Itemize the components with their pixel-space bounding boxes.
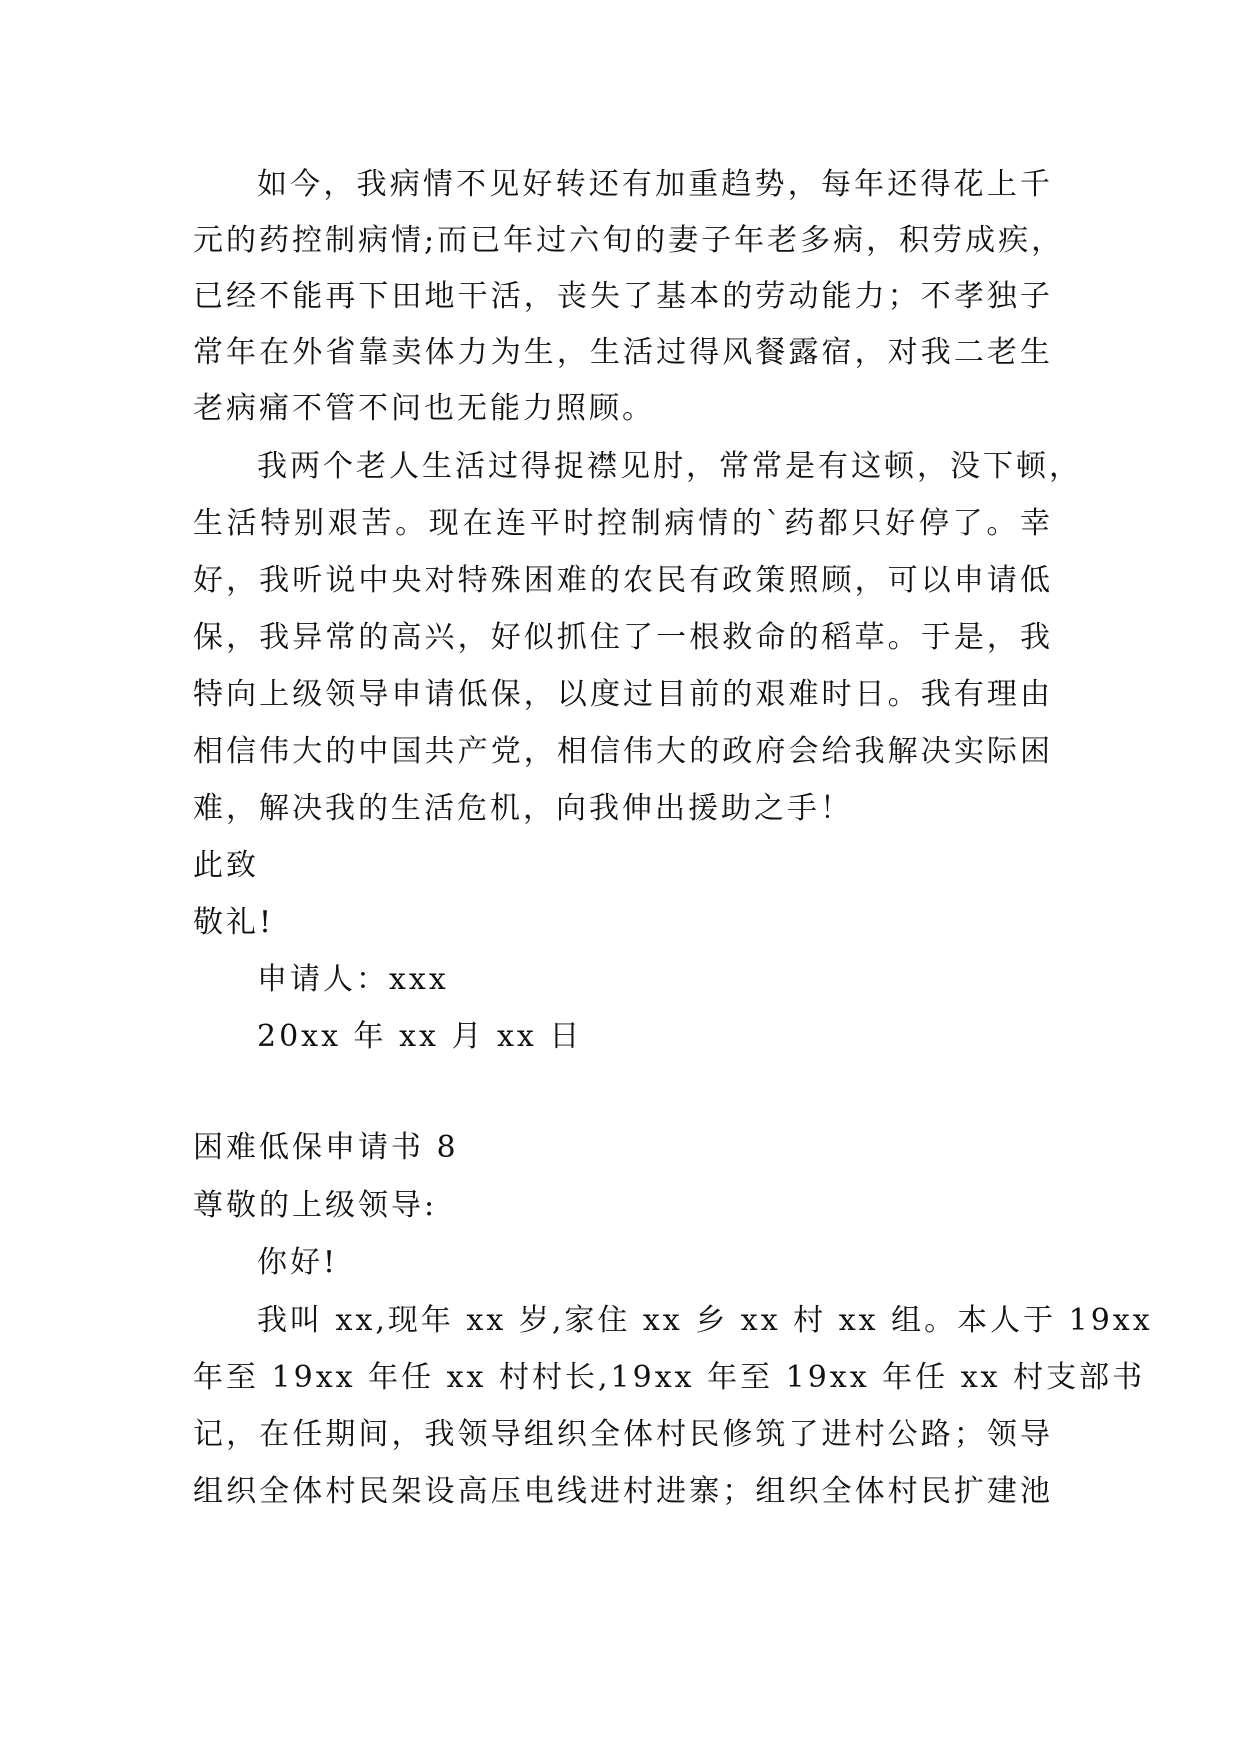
paragraph-3-line-3: 记，在任期间，我领导组织全体村民修筑了进村公路；领导 (193, 1417, 1053, 1452)
paragraph-2-line-6: 相信伟大的中国共产党，相信伟大的政府会给我解决实际困 (193, 734, 1053, 769)
paragraph-2-line-7: 难，解决我的生活危机，向我伸出援助之手！ (193, 791, 853, 826)
signature-applicant: 申请人：xxx (257, 962, 449, 997)
paragraph-1-line-5: 老病痛不管不问也无能力照顾。 (193, 391, 655, 426)
greeting: 你好! (257, 1245, 339, 1280)
closing-ci-zhi: 此致 (193, 848, 259, 883)
paragraph-1-line-4: 常年在外省靠卖体力为生，生活过得风餐露宿，对我二老生 (193, 335, 1053, 370)
signature-date: 20xx 年 xx 月 xx 日 (257, 1019, 583, 1054)
section-title: 困难低保申请书 8 (193, 1130, 459, 1165)
paragraph-1-line-2: 元的药控制病情;而已年过六旬的妻子年老多病，积劳成疾， (193, 223, 1065, 258)
paragraph-2-line-4: 保，我异常的高兴，好似抓住了一根救命的稻草。于是，我 (193, 620, 1053, 655)
paragraph-3-line-1: 我叫 xx,现年 xx 岁,家住 xx 乡 xx 村 xx 组。本人于 19xx (257, 1303, 1153, 1338)
paragraph-1-line-1: 如今，我病情不见好转还有加重趋势，每年还得花上千 (257, 167, 1053, 202)
closing-jing-li: 敬礼! (193, 905, 275, 940)
paragraph-2-line-2: 生活特别艰苦。现在连平时控制病情的`药都只好停了。幸 (193, 506, 1053, 541)
paragraph-3-line-2: 年至 19xx 年任 xx 村村长,19xx 年至 19xx 年任 xx 村支部书 (193, 1360, 1146, 1395)
paragraph-2-line-1: 我两个老人生活过得捉襟见肘，常常是有这顿，没下顿， (257, 449, 1082, 484)
paragraph-1-line-3: 已经不能再下田地干活，丧失了基本的劳动能力；不孝独子 (193, 279, 1053, 314)
paragraph-2-line-3: 好，我听说中央对特殊困难的农民有政策照顾，可以申请低 (193, 563, 1053, 598)
paragraph-3-line-4: 组织全体村民架设高压电线进村进寨；组织全体村民扩建池 (193, 1474, 1053, 1509)
paragraph-2-line-5: 特向上级领导申请低保，以度过目前的艰难时日。我有理由 (193, 677, 1053, 712)
salutation: 尊敬的上级领导: (193, 1188, 438, 1223)
